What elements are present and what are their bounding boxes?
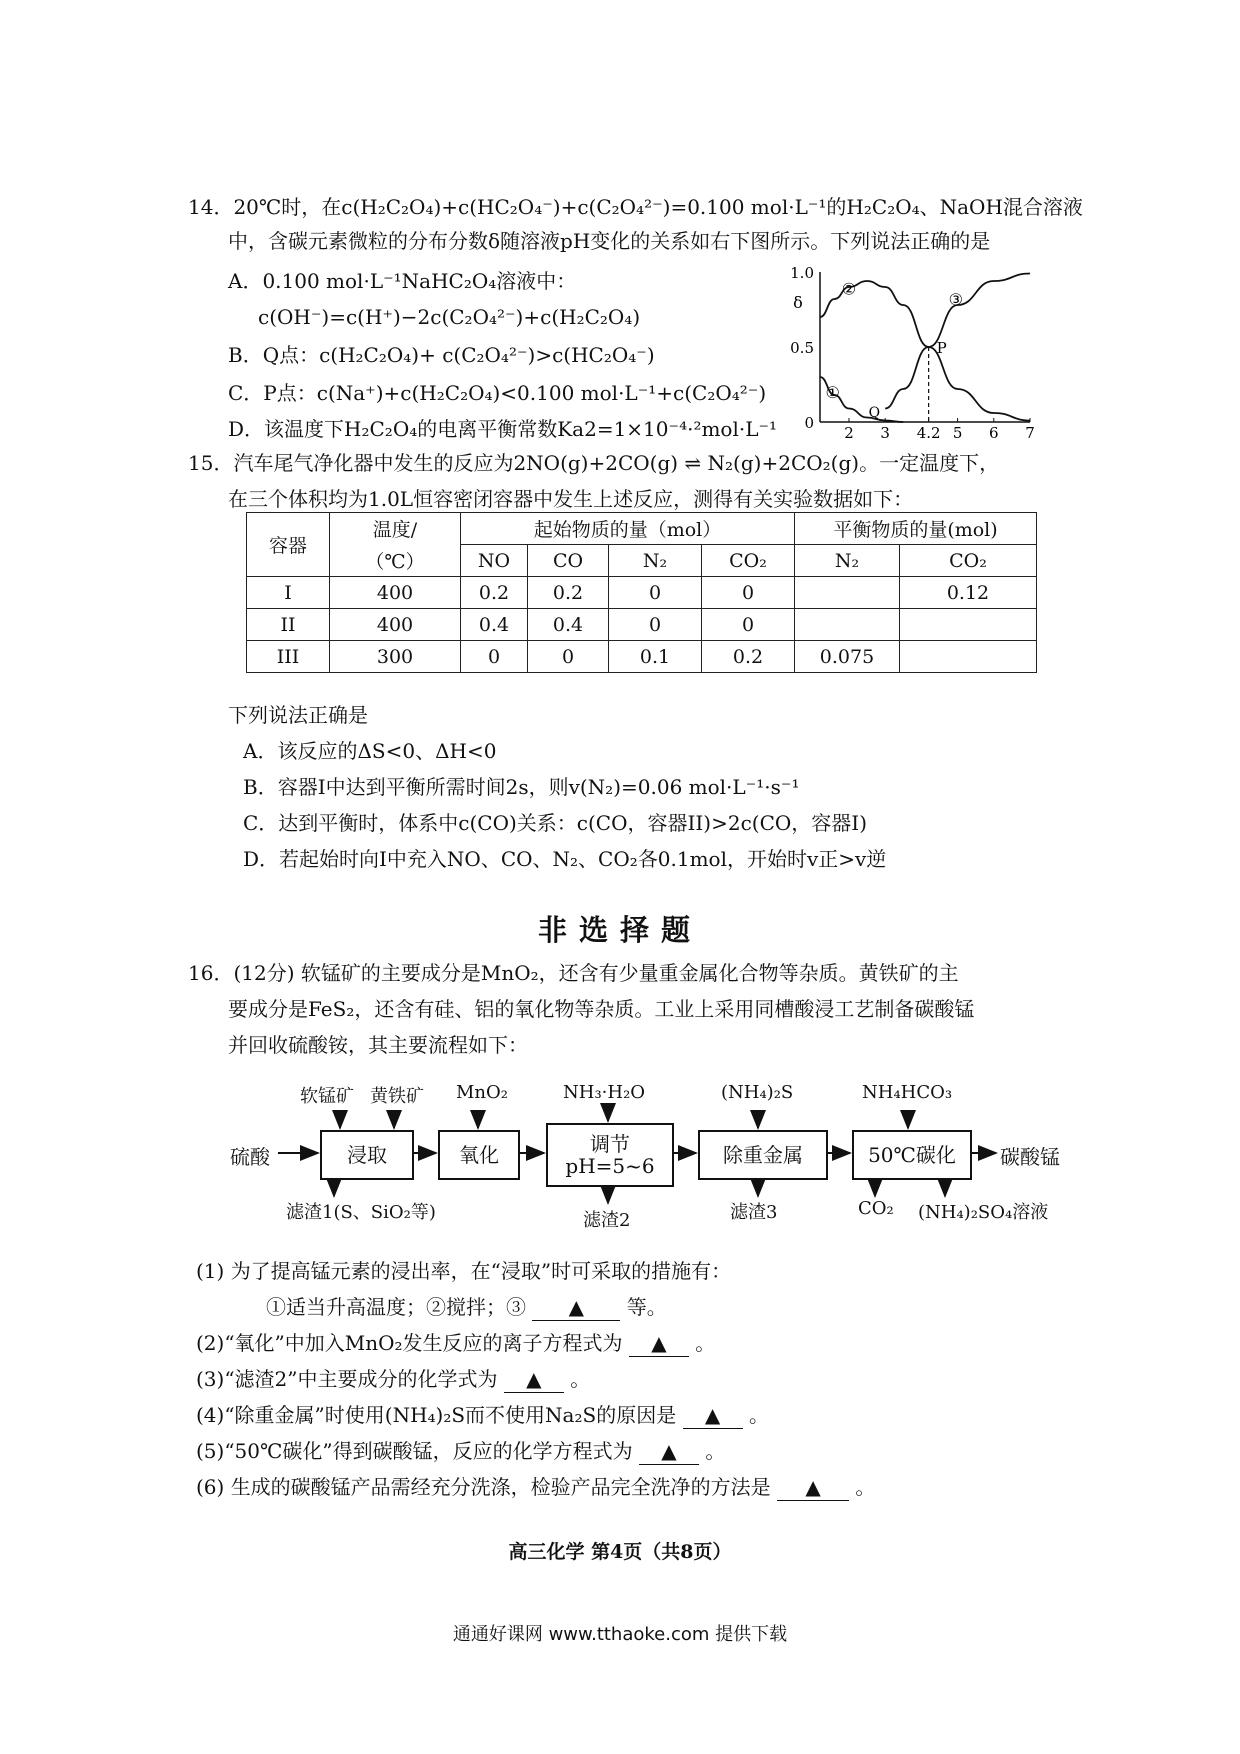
sub-header: NO	[461, 545, 528, 577]
download-credit: 通通好课网 www.tthaoke.com 提供下载	[452, 1624, 788, 1645]
sub-header: N₂	[609, 545, 702, 577]
q16-sub4	[196, 1402, 769, 1429]
sub1-suffix: 等。	[626, 1295, 667, 1319]
table-cell: I	[247, 577, 330, 609]
flow-step-ph-label: pH=5~6	[565, 1154, 655, 1178]
section-title: 非选择题	[537, 913, 702, 947]
x-tick-label: 6	[989, 424, 999, 442]
answer-blank: ▲	[777, 1474, 849, 1501]
table-cell: 0.12	[900, 577, 1037, 609]
flow-input-mno2: MnO₂	[456, 1082, 508, 1103]
sub2-end: 。	[695, 1331, 716, 1355]
answer-blank: ▲	[639, 1438, 699, 1465]
table-cell: 0	[609, 609, 702, 641]
table-cell: 0	[528, 641, 609, 673]
table-cell: 400	[330, 577, 461, 609]
flow-input-nh4s: (NH₄)₂S	[721, 1082, 794, 1103]
sub4-text: (4)“除重金属”时使用(NH₄)₂S而不使用Na₂S的原因是	[196, 1403, 677, 1427]
q16-sub2	[196, 1330, 715, 1357]
point-p-label: P	[936, 339, 947, 357]
x-tick-label: 5	[952, 424, 963, 442]
sub2-text: (2)“氧化”中加入MnO₂发生反应的离子方程式为	[196, 1331, 623, 1355]
flow-step-remove-metals: 除重金属	[698, 1130, 828, 1180]
table-cell: 0	[702, 577, 795, 609]
answer-blank: ▲	[532, 1294, 620, 1321]
table-cell: 0.2	[702, 641, 795, 673]
table-cell: 0.4	[528, 609, 609, 641]
q16-line3: 并回收硫酸铵，其主要流程如下：	[228, 1033, 528, 1057]
table-cell: III	[247, 641, 330, 673]
table-cell: 0	[461, 641, 528, 673]
flow-output-co2: CO₂	[858, 1198, 894, 1219]
header-temp-unit: （℃）	[330, 545, 461, 577]
x-tick-label: 4.2	[916, 424, 941, 442]
q16-line1: 16．(12分) 软锰矿的主要成分是MnO₂，还含有少量重金属化合物等杂质。黄铁矿的主	[188, 961, 959, 985]
q14-stem-line2: 中，含碳元素微粒的分布分数δ随溶液pH变化的关系如右下图所示。下列说法正确的是	[228, 229, 991, 253]
q15-stem-line2: 在三个体积均为1.0L恒容密闭容器中发生上述反应，测得有关实验数据如下：	[228, 487, 914, 511]
q16-sub6	[196, 1474, 875, 1501]
q15-stem-line1: 15．汽车尾气净化器中发生的反应为2NO(g)+2CO(g) ⇌ N₂(g)+2CO₂(g)。一定温度下，	[188, 451, 1000, 475]
table-cell: 0.2	[461, 577, 528, 609]
answer-blank: ▲	[504, 1366, 564, 1393]
flow-step-adjust-label: 调节	[590, 1132, 630, 1156]
answer-blank: ▲	[683, 1402, 743, 1429]
flow-output-product: 碳酸锰	[1000, 1145, 1060, 1169]
q15-prompt: 下列说法正确是	[228, 703, 368, 727]
sub3-text: (3)“滤渣2”中主要成分的化学式为	[196, 1367, 498, 1391]
q16-line2: 要成分是FeS₂，还含有硅、铝的氧化物等杂质。工业上采用同槽酸浸工艺制备碳酸锰	[228, 997, 975, 1021]
sub-header: CO₂	[900, 545, 1037, 577]
q16-sub1-a: (1) 为了提高锰元素的浸出率，在“浸取”时可采取的措施有：	[196, 1259, 732, 1283]
sub5-end: 。	[705, 1439, 726, 1463]
sub-header: N₂	[795, 545, 900, 577]
q15-option-d: D．若起始时向I中充入NO、CO、N₂、CO₂各0.1mol，开始时v正>v逆	[243, 847, 887, 871]
series-label: ①	[825, 383, 840, 402]
flow-step-leach: 浸取	[320, 1130, 414, 1180]
table-cell: 0	[702, 609, 795, 641]
table-cell: II	[247, 609, 330, 641]
table-cell: 0.075	[795, 641, 900, 673]
flow-step-carbonize: 50℃碳化	[852, 1130, 972, 1180]
table-cell: 0.4	[461, 609, 528, 641]
y-tick-label: 0.5	[790, 339, 814, 357]
q16-sub1-b	[266, 1294, 667, 1321]
flow-input-ore2: 黄铁矿	[370, 1086, 424, 1107]
x-tick-label: 2	[844, 424, 854, 442]
table-cell: 400	[330, 609, 461, 641]
table-cell: 0.2	[528, 577, 609, 609]
q16-sub5	[196, 1438, 725, 1465]
x-tick-label: 3	[880, 424, 890, 442]
flow-input-acid: 硫酸	[230, 1145, 270, 1169]
flow-step-adjust-ph	[546, 1123, 674, 1187]
series-label: ③	[948, 290, 963, 309]
y-axis-label: δ	[793, 293, 803, 312]
flow-input-nh3: NH₃·H₂O	[563, 1082, 646, 1103]
table-cell: 300	[330, 641, 461, 673]
q14-option-d: D．该温度下H₂C₂O₄的电离平衡常数Ka2=1×10⁻⁴·²mol·L⁻¹	[228, 417, 778, 441]
q15-option-b: B．容器I中达到平衡所需时间2s，则v(N₂)=0.06 mol·L⁻¹·s⁻¹	[243, 775, 800, 799]
answer-blank: ▲	[629, 1330, 689, 1357]
flow-residue-1: 滤渣1(S、SiO₂等)	[286, 1202, 436, 1223]
sub6-end: 。	[855, 1475, 876, 1499]
header-start-amount: 起始物质的量（mol）	[461, 513, 795, 545]
q14-option-c: C．P点：c(Na⁺)+c(H₂C₂O₄)<0.100 mol·L⁻¹+c(C₂O₄²⁻)	[228, 381, 767, 405]
q14-option-a2: c(OH⁻)=c(H⁺)−2c(C₂O₄²⁻)+c(H₂C₂O₄)	[258, 305, 641, 329]
q14-option-a1: A．0.100 mol·L⁻¹NaHC₂O₄溶液中：	[228, 269, 577, 293]
sub-header: CO₂	[702, 545, 795, 577]
y-tick-label: 0	[804, 414, 814, 432]
q15-option-c: C．达到平衡时，体系中c(CO)关系：c(CO，容器II)>2c(CO，容器I)	[243, 811, 868, 835]
sub3-end: 。	[570, 1367, 591, 1391]
x-tick-label: 7	[1025, 424, 1035, 442]
sub6-text: (6) 生成的碳酸锰产品需经充分洗涤，检验产品完全洗净的方法是	[196, 1475, 771, 1499]
header-temp: 温度/	[330, 513, 461, 545]
flow-output-solution: (NH₄)₂SO₄溶液	[918, 1202, 1049, 1223]
y-tick-label: 1.0	[790, 264, 814, 282]
flow-step-oxidize: 氧化	[438, 1130, 520, 1180]
point-q-label: Q	[868, 405, 881, 421]
flow-input-nh4hco3: NH₄HCO₃	[862, 1082, 953, 1103]
q14-option-b: B．Q点：c(H₂C₂O₄)+ c(C₂O₄²⁻)>c(HC₂O₄⁻)	[228, 343, 655, 367]
header-eq-amount: 平衡物质的量(mol)	[795, 513, 1037, 545]
flow-residue-2: 滤渣2	[583, 1210, 631, 1231]
table-cell: 0	[609, 577, 702, 609]
flow-residue-3: 滤渣3	[730, 1202, 778, 1223]
sub1-text: ①适当升高温度；②搅拌；③	[266, 1295, 526, 1319]
sub-header: CO	[528, 545, 609, 577]
flow-input-ore1: 软锰矿	[300, 1086, 354, 1107]
page-footer: 高三化学 第4页（共8页）	[508, 1541, 732, 1563]
series-label: ②	[841, 279, 857, 299]
sub4-end: 。	[748, 1403, 769, 1427]
header-container: 容器	[247, 513, 330, 577]
q15-option-a: A．该反应的ΔS<0、ΔH<0	[243, 739, 497, 763]
table-cell: 0.1	[609, 641, 702, 673]
sub5-text: (5)“50℃碳化”得到碳酸锰，反应的化学方程式为	[196, 1439, 633, 1463]
q14-stem-line1: 14．20℃时，在c(H₂C₂O₄)+c(HC₂O₄⁻)+c(C₂O₄²⁻)=0.100 mol·L⁻¹的H₂C₂O₄、NaOH混合溶液	[188, 195, 1083, 219]
q16-sub3	[196, 1366, 590, 1393]
